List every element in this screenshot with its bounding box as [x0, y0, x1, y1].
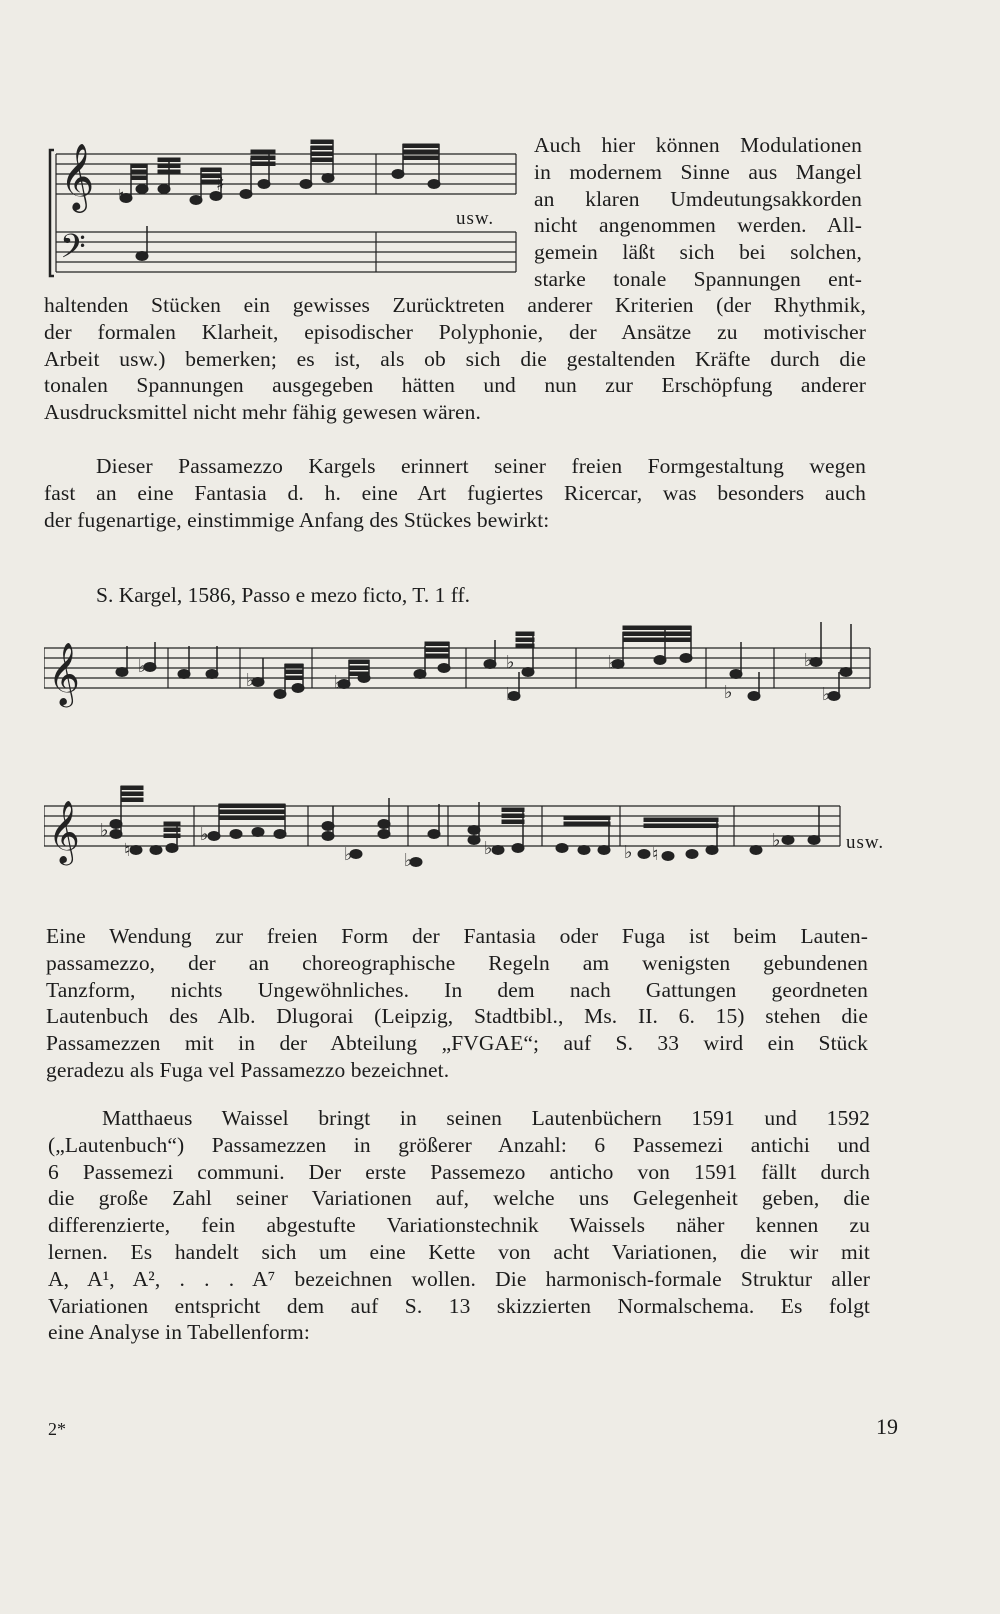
intro-paragraph-right-column — [534, 132, 862, 293]
svg-text:♭: ♭ — [624, 842, 633, 863]
text-line: Passamezzen mit in der Abteilung „FVGAE“; auf S. 33 wird ein Stück — [46, 1031, 868, 1056]
svg-text:♭: ♭ — [506, 684, 515, 705]
svg-text:♭: ♭ — [484, 838, 493, 859]
svg-text:♭: ♭ — [772, 830, 781, 851]
text-line: der formalen Klarheit, episodischer Polyphonie, der Ansätze zu motivischer — [44, 319, 866, 344]
svg-text:♭: ♭ — [608, 652, 617, 673]
svg-text:♭: ♭ — [334, 672, 343, 693]
text-line: differenzierte, fein abgestufte Variationstechnik Waissels näher kennen zu — [48, 1213, 870, 1238]
svg-text:♭: ♭ — [804, 650, 813, 671]
text-line: Lautenbuch des Alb. Dlugorai (Leipzig, Stadtbibl., Ms. II. 6. 15) stehen die — [46, 1004, 868, 1029]
svg-text:♭: ♭ — [200, 824, 209, 845]
svg-text:♭: ♭ — [506, 652, 515, 673]
text-line: fast an eine Fantasia d. h. eine Art fugiertes Ricercar, was besonders auch — [44, 480, 866, 505]
page-number: 19 — [876, 1414, 898, 1439]
text-line: lernen. Es handelt sich um eine Kette von acht Variationen, die wir mit — [48, 1239, 870, 1264]
waissel-paragraph — [48, 1105, 870, 1346]
svg-text:𝄞: 𝄞 — [60, 142, 95, 210]
svg-text:♯: ♯ — [216, 174, 225, 195]
svg-text:♭: ♭ — [100, 820, 109, 841]
text-line: geradezu als Fuga vel Passamezzo bezeichnet. — [46, 1057, 450, 1082]
text-line: an klaren Umdeutungsakkorden — [534, 186, 862, 211]
example-2-caption: S. Kargel, 1586, Passo e mezo ficto, T. 1 ff. — [96, 583, 471, 607]
text-line: Dieser Passamezzo Kargels erinnert seiner freien Formgestaltung wegen — [96, 454, 866, 478]
text-line: in modernem Sinne aus Mangel — [534, 159, 862, 184]
text-line: Variationen entspricht dem auf S. 13 skizzierten Normalschema. Es folgt — [48, 1293, 870, 1318]
text-line: nicht angenommen werden. All- — [534, 213, 862, 238]
text-line: A, A¹, A², . . . A⁷ bezeichnen wollen. Die harmonisch-formale Struktur aller — [48, 1266, 870, 1291]
text-line: eine Analyse in Tabellenform: — [48, 1320, 310, 1345]
text-line: („Lautenbuch“) Passamezzen in größerer Anzahl: 6 Passemezi antichi und — [48, 1132, 870, 1157]
lute-passamezzo-paragraph — [46, 923, 868, 1084]
svg-text:𝄞: 𝄞 — [48, 642, 80, 705]
music-example-2-line-2 — [44, 778, 844, 878]
text-line: 6 Passemezi communi. Der erste Passemezo anticho von 1591 fällt durch — [48, 1159, 870, 1184]
text-line: passamezzo, der an choreographische Regeln am wenigsten gebundenen — [46, 950, 868, 975]
svg-text:♭: ♭ — [246, 670, 255, 691]
svg-text:♭: ♭ — [138, 656, 147, 677]
music-example-2-line-2-score — [44, 778, 844, 878]
music-example-2-line-1 — [44, 612, 874, 712]
text-line: starke tonale Spannungen ent- — [534, 266, 862, 291]
text-line: Arbeit usw.) bemerken; es ist, als ob sich die gestaltenden Kräfte durch die — [44, 346, 866, 371]
intro-paragraph-continued — [44, 292, 866, 426]
text-line: Matthaeus Waissel bringt in seinen Lautenbüchern 1591 und 1592 — [102, 1106, 870, 1130]
music-example-2-line-1-score — [44, 612, 874, 712]
signature-mark: 2* — [48, 1419, 66, 1439]
music-example-1 — [46, 128, 526, 288]
text-line: gemein läßt sich bei solchen, — [534, 240, 862, 265]
kargel-paragraph — [44, 453, 866, 533]
text-line: Eine Wendung zur freien Form der Fantasia oder Fuga ist beim Lauten- — [46, 924, 868, 948]
example-1-usw: usw. — [456, 208, 495, 229]
music-example-1-score — [46, 128, 526, 288]
svg-text:♮: ♮ — [124, 840, 131, 861]
svg-text:♮: ♮ — [118, 186, 125, 207]
text-line: Auch hier können Modulationen — [534, 133, 862, 157]
svg-text:♭: ♭ — [404, 850, 413, 871]
svg-text:𝄞: 𝄞 — [48, 800, 80, 863]
text-line: tonalen Spannungen ausgegeben hätten und nun zur Erschöpfung anderer — [44, 373, 866, 398]
text-line: die große Zahl seiner Variationen auf, welche uns Gelegenheit geben, die — [48, 1186, 870, 1211]
svg-text:♭: ♭ — [822, 684, 831, 705]
svg-text:♮: ♮ — [652, 844, 659, 865]
example-2-usw: usw. — [846, 832, 885, 853]
text-line: haltenden Stücken ein gewisses Zurücktreten anderer Kriterien (der Rhythmik, — [44, 293, 866, 317]
svg-text:♭: ♭ — [724, 682, 733, 703]
svg-text:♭: ♭ — [344, 844, 353, 865]
svg-text:𝄢: 𝄢 — [60, 228, 86, 274]
text-line: Tanzform, nichts Ungewöhnliches. In dem nach Gattungen geordneten — [46, 977, 868, 1002]
text-line: der fugenartige, einstimmige Anfang des Stückes bewirkt: — [44, 507, 550, 532]
text-line: Ausdrucksmittel nicht mehr fähig gewesen wären. — [44, 400, 481, 425]
